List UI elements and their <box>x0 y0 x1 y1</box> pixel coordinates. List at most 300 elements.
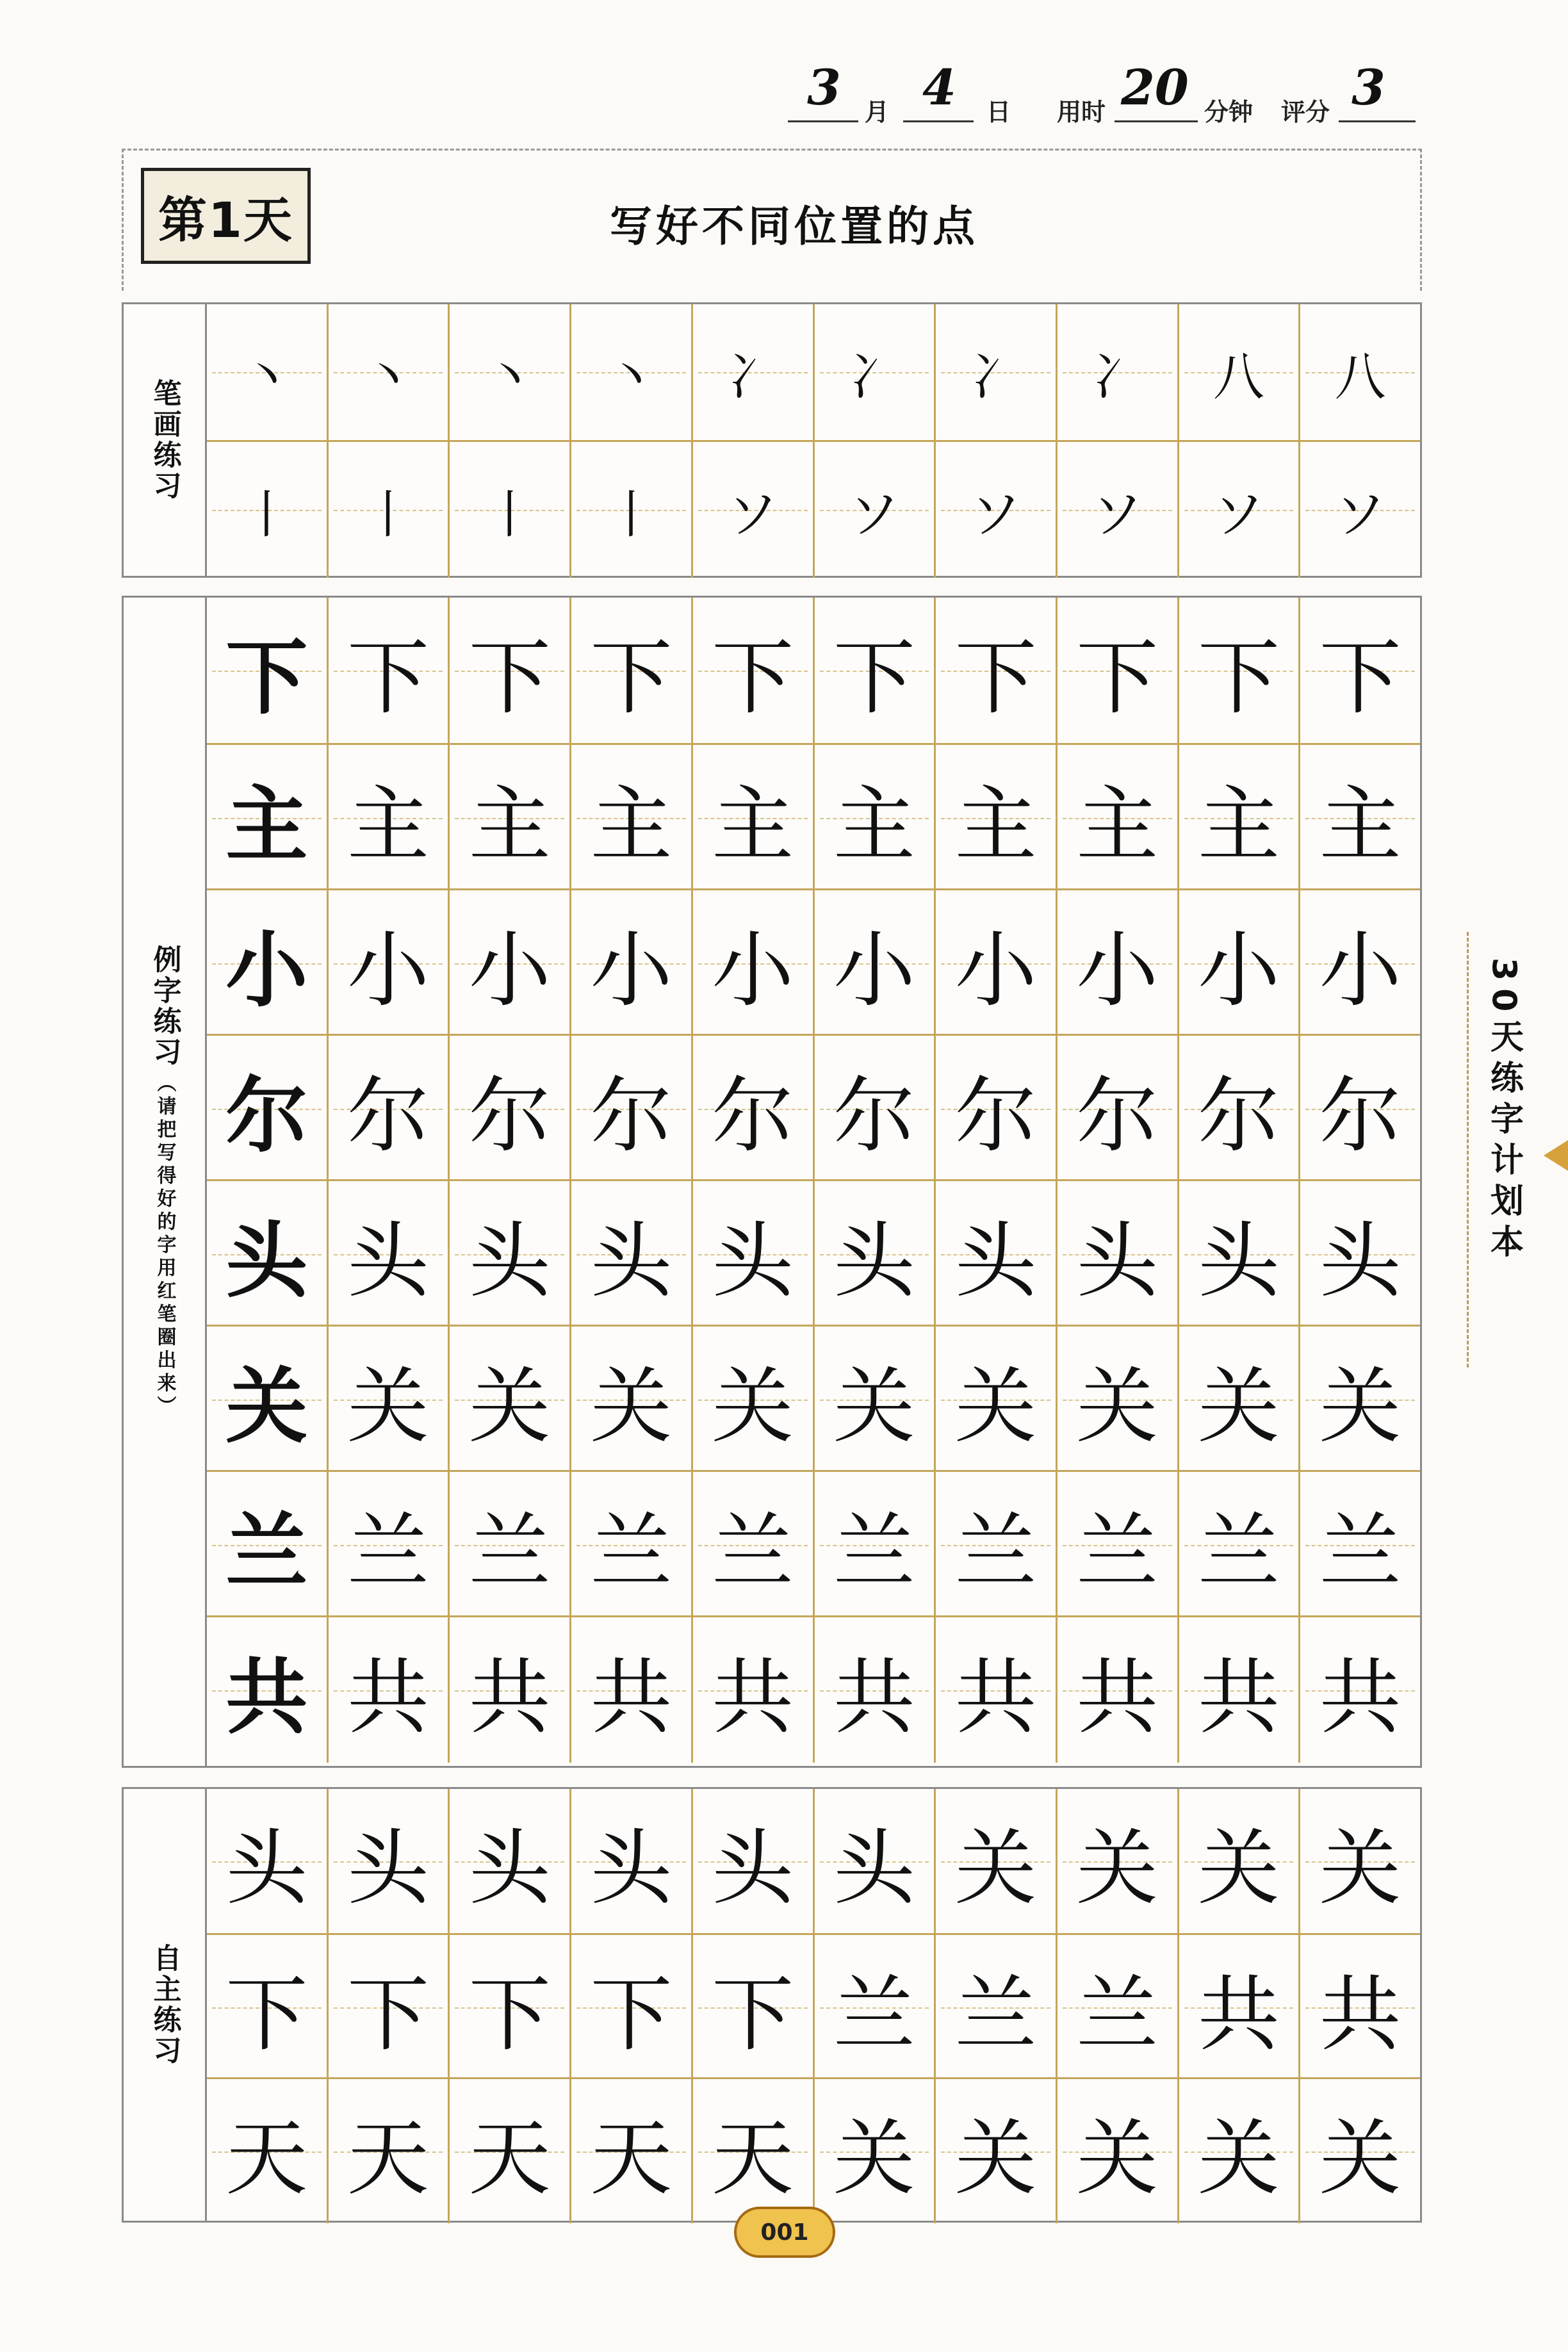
example-practice-section <box>122 596 1422 1768</box>
cell-character: 丶 <box>484 347 535 407</box>
practice-cell[interactable] <box>813 1935 935 2079</box>
practice-cell[interactable] <box>934 1789 1056 1933</box>
cell-character: 小 <box>468 922 551 1018</box>
practice-cell[interactable] <box>569 1617 691 1763</box>
page-number: 001 <box>734 2207 835 2258</box>
practice-cell[interactable] <box>934 1472 1056 1617</box>
cell-character: 关 <box>1076 1359 1159 1455</box>
grid-row <box>207 598 1420 743</box>
cell-character: 主 <box>468 777 551 873</box>
cell-character: 下 <box>590 630 673 726</box>
practice-cell[interactable] <box>813 2079 935 2223</box>
practice-cell[interactable] <box>934 442 1056 578</box>
practice-cell[interactable] <box>1298 2079 1420 2223</box>
practice-cell[interactable] <box>691 1617 813 1763</box>
practice-cell[interactable] <box>1177 1036 1299 1181</box>
cell-character: 关 <box>1197 2111 1280 2207</box>
cell-character: 关 <box>954 1359 1037 1455</box>
practice-cell[interactable] <box>569 745 691 890</box>
practice-cell[interactable] <box>327 1617 448 1763</box>
practice-cell[interactable] <box>813 1789 935 1933</box>
practice-cell[interactable] <box>691 1935 813 2079</box>
cell-character: 下 <box>1319 630 1401 726</box>
practice-cell[interactable] <box>813 890 935 1036</box>
practice-cell[interactable] <box>1298 304 1420 440</box>
cell-character: 头 <box>347 1213 430 1309</box>
practice-cell[interactable] <box>1056 1327 1177 1472</box>
cell-character: ソ <box>1334 484 1386 544</box>
cell-character: 头 <box>1319 1213 1401 1309</box>
cell-character: ソ <box>970 484 1022 544</box>
practice-cell[interactable] <box>934 1036 1056 1181</box>
practice-cell[interactable] <box>934 1617 1056 1763</box>
practice-cell[interactable] <box>1056 1472 1177 1617</box>
cell-character: 头 <box>468 1213 551 1309</box>
practice-cell[interactable] <box>1056 304 1177 440</box>
cell-character: 头 <box>468 1820 551 1916</box>
cell-character: 尔 <box>833 1068 915 1164</box>
practice-cell[interactable] <box>1177 1789 1299 1933</box>
practice-cell[interactable] <box>1298 1181 1420 1327</box>
model-character-cell[interactable] <box>207 745 327 890</box>
cell-character: 关 <box>833 2111 915 2207</box>
practice-cell[interactable] <box>1056 1789 1177 1933</box>
cell-character: 关 <box>1319 2111 1401 2207</box>
practice-cell[interactable] <box>1056 1617 1177 1763</box>
practice-cell[interactable] <box>1298 1789 1420 1933</box>
practice-cell[interactable] <box>327 890 448 1036</box>
cell-character: 丶 <box>241 347 293 407</box>
practice-cell[interactable] <box>934 1181 1056 1327</box>
practice-cell[interactable] <box>691 1181 813 1327</box>
practice-cell[interactable] <box>934 2079 1056 2223</box>
practice-cell[interactable] <box>448 1472 569 1617</box>
grid-row <box>207 304 1420 440</box>
practice-cell[interactable] <box>1177 1617 1299 1763</box>
practice-cell[interactable] <box>691 890 813 1036</box>
cell-character: 小 <box>347 922 430 1018</box>
cell-character: 共 <box>833 1649 915 1745</box>
practice-cell[interactable] <box>691 442 813 578</box>
practice-cell[interactable] <box>569 1935 691 2079</box>
model-character-cell[interactable] <box>207 1327 327 1472</box>
cell-character: 头 <box>590 1213 673 1309</box>
page-number-badge <box>721 2207 849 2258</box>
cell-character: 共 <box>347 1649 430 1745</box>
model-character-cell[interactable] <box>207 1617 327 1763</box>
cell-character: 天 <box>347 2111 430 2207</box>
cell-character: 小 <box>1076 922 1159 1018</box>
cell-character: 共 <box>225 1649 308 1745</box>
cell-character: 丶 <box>363 347 414 407</box>
cell-character: 关 <box>590 1359 673 1455</box>
practice-cell[interactable] <box>207 442 327 578</box>
practice-cell[interactable] <box>1298 745 1420 890</box>
grid-row <box>207 1179 1420 1327</box>
cell-character: 八 <box>1334 347 1386 407</box>
practice-cell[interactable] <box>569 1472 691 1617</box>
practice-cell[interactable] <box>934 890 1056 1036</box>
practice-cell[interactable] <box>207 1935 327 2079</box>
practice-cell[interactable] <box>1298 890 1420 1036</box>
minutes-label: 分钟 <box>1204 98 1254 126</box>
practice-cell[interactable] <box>569 1789 691 1933</box>
grid-row <box>207 743 1420 890</box>
practice-cell[interactable] <box>1056 2079 1177 2223</box>
example-practice-note: （请把写得好的字用红笔圈出来） <box>153 1073 176 1419</box>
cell-character: 共 <box>1319 1649 1401 1745</box>
practice-cell[interactable] <box>448 2079 569 2223</box>
practice-cell[interactable] <box>327 1181 448 1327</box>
cell-character: 冫 <box>848 347 900 407</box>
cell-character: 下 <box>833 630 915 726</box>
cell-character: 下 <box>712 630 794 726</box>
cell-character: 头 <box>954 1213 1037 1309</box>
cell-character: 尔 <box>225 1068 308 1164</box>
cell-character: 头 <box>225 1820 308 1916</box>
practice-cell[interactable] <box>1056 1935 1177 2079</box>
practice-cell[interactable] <box>327 2079 448 2223</box>
cell-character: 下 <box>954 630 1037 726</box>
cell-character: 尔 <box>347 1068 430 1164</box>
model-character-cell[interactable] <box>207 1036 327 1181</box>
cell-character: 丶 <box>605 347 657 407</box>
cell-character: 兰 <box>347 1504 430 1600</box>
practice-cell[interactable] <box>1056 1036 1177 1181</box>
practice-cell[interactable] <box>448 1327 569 1472</box>
practice-cell[interactable] <box>1298 1935 1420 2079</box>
day-label: 日 <box>986 98 1011 126</box>
free-practice-section <box>122 1787 1422 2223</box>
practice-cell[interactable] <box>691 1472 813 1617</box>
practice-cell[interactable] <box>327 1935 448 2079</box>
cell-character: 天 <box>590 2111 673 2207</box>
side-tab-text: 30天练字计划本 <box>1484 958 1523 1266</box>
practice-cell[interactable] <box>691 745 813 890</box>
practice-cell[interactable] <box>1056 1181 1177 1327</box>
cell-character: 头 <box>225 1213 308 1309</box>
cell-character: 下 <box>590 1966 673 2062</box>
score-value: 3 <box>1352 59 1385 116</box>
cell-character: 丨 <box>605 484 657 544</box>
cell-character: 丨 <box>484 484 535 544</box>
cell-character: 下 <box>225 1966 308 2062</box>
practice-cell[interactable] <box>934 304 1056 440</box>
practice-cell[interactable] <box>569 442 691 578</box>
cell-character: 头 <box>347 1820 430 1916</box>
practice-cell[interactable] <box>813 1036 935 1181</box>
practice-cell[interactable] <box>691 1789 813 1933</box>
cell-character: 冫 <box>727 347 779 407</box>
cell-character: 关 <box>1076 1820 1159 1916</box>
cell-character: 关 <box>954 1820 1037 1916</box>
model-character-cell[interactable] <box>207 598 327 743</box>
date-header <box>756 59 1435 129</box>
cell-character: 头 <box>1076 1213 1159 1309</box>
cell-character: 关 <box>468 1359 551 1455</box>
stroke-practice-label: 笔画练习 <box>148 379 181 502</box>
practice-cell[interactable] <box>1298 1472 1420 1617</box>
cell-character: 关 <box>1076 2111 1159 2207</box>
cell-character: 小 <box>1319 922 1401 1018</box>
stroke-practice-label-box <box>124 304 207 576</box>
practice-cell[interactable] <box>448 1036 569 1181</box>
practice-cell[interactable] <box>1177 1327 1299 1472</box>
grid-row <box>207 1325 1420 1472</box>
practice-cell[interactable] <box>1056 598 1177 743</box>
cell-character: 头 <box>1197 1213 1280 1309</box>
cell-character: 共 <box>1076 1649 1159 1745</box>
practice-cell[interactable] <box>327 1036 448 1181</box>
practice-cell[interactable] <box>569 890 691 1036</box>
cell-character: 主 <box>833 777 915 873</box>
cell-character: 关 <box>1197 1820 1280 1916</box>
practice-cell[interactable] <box>448 304 569 440</box>
cell-character: 兰 <box>954 1966 1037 2062</box>
cell-character: 主 <box>347 777 430 873</box>
practice-cell[interactable] <box>1298 1327 1420 1472</box>
practice-cell[interactable] <box>1056 442 1177 578</box>
practice-cell[interactable] <box>813 1181 935 1327</box>
cell-character: 尔 <box>468 1068 551 1164</box>
month-value: 3 <box>807 59 841 116</box>
grid-row <box>207 440 1420 578</box>
cell-character: 头 <box>590 1820 673 1916</box>
practice-cell[interactable] <box>448 442 569 578</box>
lesson-title: 写好不同位置的点 <box>610 202 979 251</box>
grid-row <box>207 1933 1420 2079</box>
practice-cell[interactable] <box>327 1789 448 1933</box>
cell-character: 主 <box>590 777 673 873</box>
grid-row <box>207 1789 1420 1933</box>
cell-character: 小 <box>833 922 915 1018</box>
cell-character: 共 <box>468 1649 551 1745</box>
cell-character: 下 <box>468 630 551 726</box>
time-label: 用时 <box>1057 98 1106 126</box>
cell-character: 关 <box>833 1359 915 1455</box>
day-value: 4 <box>922 59 956 116</box>
cell-character: 共 <box>712 1649 794 1745</box>
cell-character: 下 <box>347 1966 430 2062</box>
cell-character: 兰 <box>833 1966 915 2062</box>
cell-character: 兰 <box>1076 1966 1159 2062</box>
practice-cell[interactable] <box>569 304 691 440</box>
practice-cell[interactable] <box>569 1181 691 1327</box>
practice-cell[interactable] <box>813 598 935 743</box>
practice-cell[interactable] <box>691 2079 813 2223</box>
practice-cell[interactable] <box>448 745 569 890</box>
cell-character: 兰 <box>954 1504 1037 1600</box>
score-label: 评分 <box>1281 98 1330 126</box>
cell-character: 八 <box>1213 347 1264 407</box>
practice-cell[interactable] <box>1177 745 1299 890</box>
cell-character: 主 <box>225 777 308 873</box>
day-underline <box>903 120 974 122</box>
cell-character: 关 <box>347 1359 430 1455</box>
practice-cell[interactable] <box>934 1327 1056 1472</box>
cell-character: 丨 <box>363 484 414 544</box>
practice-cell[interactable] <box>691 1036 813 1181</box>
practice-cell[interactable] <box>207 1789 327 1933</box>
cell-character: 尔 <box>712 1068 794 1164</box>
cell-character: 下 <box>468 1966 551 2062</box>
cell-character: 天 <box>468 2111 551 2207</box>
cell-character: ソ <box>1091 484 1143 544</box>
cell-character: 尔 <box>1076 1068 1159 1164</box>
cell-character: ソ <box>727 484 779 544</box>
practice-cell[interactable] <box>1177 1472 1299 1617</box>
cell-character: 共 <box>1319 1966 1401 2062</box>
cell-character: 关 <box>1319 1820 1401 1916</box>
cell-character: 头 <box>712 1820 794 1916</box>
cell-character: 关 <box>225 1359 308 1455</box>
practice-cell[interactable] <box>448 890 569 1036</box>
cell-character: 头 <box>712 1213 794 1309</box>
cell-character: 共 <box>1197 1649 1280 1745</box>
cell-character: 兰 <box>833 1504 915 1600</box>
practice-cell[interactable] <box>1056 745 1177 890</box>
cell-character: 共 <box>954 1649 1037 1745</box>
practice-cell[interactable] <box>448 1617 569 1763</box>
practice-cell[interactable] <box>934 745 1056 890</box>
practice-cell[interactable] <box>1177 1181 1299 1327</box>
side-tab <box>1467 932 1539 1368</box>
free-practice-label: 自主练习 <box>148 1943 181 2066</box>
grid-row <box>207 888 1420 1036</box>
practice-cell[interactable] <box>569 598 691 743</box>
cell-character: 尔 <box>1197 1068 1280 1164</box>
cell-character: 兰 <box>1319 1504 1401 1600</box>
model-character-cell[interactable] <box>207 1181 327 1327</box>
cell-character: 主 <box>954 777 1037 873</box>
cell-character: 头 <box>833 1820 915 1916</box>
cell-character: 共 <box>1197 1966 1280 2062</box>
practice-cell[interactable] <box>448 1789 569 1933</box>
cell-character: 主 <box>1076 777 1159 873</box>
practice-cell[interactable] <box>448 598 569 743</box>
model-character-cell[interactable] <box>207 890 327 1036</box>
cell-character: 小 <box>225 922 308 1018</box>
cell-character: 头 <box>833 1213 915 1309</box>
cell-character: 关 <box>1319 1359 1401 1455</box>
cell-character: ソ <box>848 484 900 544</box>
practice-cell[interactable] <box>1298 1617 1420 1763</box>
cell-character: 主 <box>1319 777 1401 873</box>
practice-cell[interactable] <box>813 745 935 890</box>
example-practice-label-box <box>124 598 207 1766</box>
score-underline <box>1339 120 1416 122</box>
practice-cell[interactable] <box>569 1327 691 1472</box>
month-label: 月 <box>865 98 890 126</box>
cell-character: 关 <box>1197 1359 1280 1455</box>
cell-character: 小 <box>954 922 1037 1018</box>
cell-character: 兰 <box>712 1504 794 1600</box>
practice-cell[interactable] <box>327 598 448 743</box>
grid-row <box>207 2077 1420 2223</box>
practice-cell[interactable] <box>691 304 813 440</box>
practice-cell[interactable] <box>813 304 935 440</box>
day-badge: 第1天 <box>141 168 311 264</box>
practice-cell[interactable] <box>1177 442 1299 578</box>
practice-cell[interactable] <box>691 1327 813 1472</box>
cell-character: 尔 <box>1319 1068 1401 1164</box>
grid-row <box>207 1034 1420 1181</box>
practice-cell[interactable] <box>1298 1036 1420 1181</box>
practice-cell[interactable] <box>813 442 935 578</box>
cell-character: 兰 <box>1076 1504 1159 1600</box>
cell-character: 天 <box>225 2111 308 2207</box>
month-underline <box>788 120 858 122</box>
practice-cell[interactable] <box>934 598 1056 743</box>
cell-character: 兰 <box>225 1504 308 1600</box>
practice-cell[interactable] <box>1177 1935 1299 2079</box>
cell-character: 兰 <box>590 1504 673 1600</box>
cell-character: 共 <box>590 1649 673 1745</box>
cell-character: 天 <box>712 2111 794 2207</box>
practice-cell[interactable] <box>691 598 813 743</box>
practice-cell[interactable] <box>1298 442 1420 578</box>
practice-cell[interactable] <box>934 1935 1056 2079</box>
cell-character: 冫 <box>1091 347 1143 407</box>
cell-character: 下 <box>225 630 308 726</box>
practice-cell[interactable] <box>1177 304 1299 440</box>
cell-character: 兰 <box>468 1504 551 1600</box>
cell-character: 主 <box>1197 777 1280 873</box>
time-value: 20 <box>1121 59 1189 116</box>
practice-cell[interactable] <box>327 442 448 578</box>
practice-cell[interactable] <box>813 1617 935 1763</box>
cell-character: 尔 <box>954 1068 1037 1164</box>
practice-cell[interactable] <box>1177 2079 1299 2223</box>
practice-cell[interactable] <box>327 1472 448 1617</box>
practice-cell[interactable] <box>448 1935 569 2079</box>
practice-cell[interactable] <box>448 1181 569 1327</box>
cell-character: 下 <box>712 1966 794 2062</box>
practice-cell[interactable] <box>327 745 448 890</box>
free-practice-label-box <box>124 1789 207 2221</box>
practice-cell[interactable] <box>569 1036 691 1181</box>
practice-cell[interactable] <box>1177 598 1299 743</box>
example-practice-label: 例字练习 <box>148 945 181 1068</box>
grid-row <box>207 1470 1420 1617</box>
practice-cell[interactable] <box>327 304 448 440</box>
cell-character: ソ <box>1213 484 1264 544</box>
cell-character: 尔 <box>590 1068 673 1164</box>
stroke-practice-section <box>122 302 1422 578</box>
cell-character: 主 <box>712 777 794 873</box>
practice-cell[interactable] <box>1298 598 1420 743</box>
practice-cell[interactable] <box>813 1327 935 1472</box>
time-underline <box>1115 120 1198 122</box>
practice-cell[interactable] <box>207 304 327 440</box>
cell-character: 小 <box>1197 922 1280 1018</box>
practice-cell[interactable] <box>1177 890 1299 1036</box>
cell-character: 关 <box>954 2111 1037 2207</box>
cell-character: 下 <box>1076 630 1159 726</box>
cell-character: 小 <box>712 922 794 1018</box>
cell-character: 兰 <box>1197 1504 1280 1600</box>
practice-cell[interactable] <box>1056 890 1177 1036</box>
practice-cell[interactable] <box>569 2079 691 2223</box>
practice-cell[interactable] <box>813 1472 935 1617</box>
model-character-cell[interactable] <box>207 1472 327 1617</box>
practice-cell[interactable] <box>327 1327 448 1472</box>
cell-character: 下 <box>347 630 430 726</box>
side-arrow-icon <box>1544 1140 1568 1171</box>
cell-character: 冫 <box>970 347 1022 407</box>
practice-cell[interactable] <box>207 2079 327 2223</box>
cell-character: 关 <box>712 1359 794 1455</box>
